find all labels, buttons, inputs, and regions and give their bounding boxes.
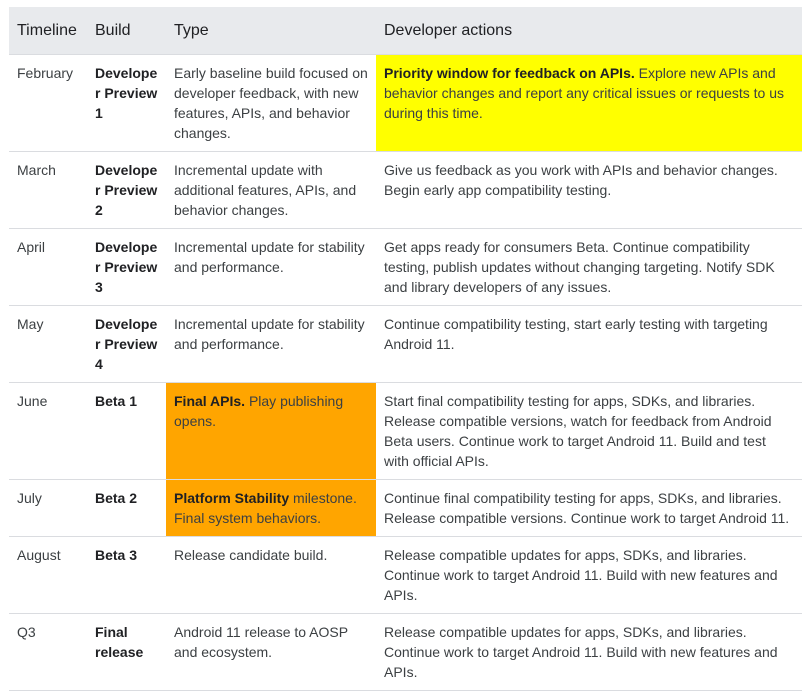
- table-row: [9, 480, 802, 537]
- build-cell: Developer Preview 4: [87, 306, 166, 383]
- actions-strong-text: Priority window for feedback on APIs.: [384, 65, 635, 81]
- actions-cell: Start final compatibility testing for apps, SDKs, and libraries. Release compatible versions, watch for feedback from Android Beta users. Continue work to target Android 11. Build and test with official APIs.: [376, 383, 802, 480]
- header-timeline: Timeline: [9, 7, 87, 55]
- build-cell: Developer Preview 3: [87, 229, 166, 306]
- type-cell: Early baseline build focused on developer feedback, with new features, APIs, and behavior changes.: [166, 55, 376, 152]
- build-cell: Beta 2: [87, 480, 166, 537]
- type-strong-text: Platform Stability: [174, 490, 290, 506]
- table-row: [9, 537, 802, 614]
- build-cell: Beta 3: [87, 537, 166, 614]
- table-row: [9, 152, 802, 229]
- header-row: [9, 7, 802, 55]
- header-developer-actions: Developer actions: [376, 7, 802, 55]
- build-cell: Beta 1: [87, 383, 166, 480]
- type-text: Play publishing opens.: [174, 393, 344, 429]
- timeline-cell: February: [9, 55, 87, 152]
- timeline-cell: Q3: [9, 614, 87, 691]
- type-strong-text: Final APIs.: [174, 393, 246, 409]
- actions-cell: Release compatible updates for apps, SDKs, and libraries. Continue work to target Android 11. Build with new features and APIs.: [376, 614, 802, 691]
- actions-text: Explore new APIs and behavior changes and report any critical issues or requests to us during this time.: [384, 65, 784, 121]
- actions-cell: Continue final compatibility testing for apps, SDKs, and libraries. Release compatible versions. Continue work to target Android 11.: [376, 480, 802, 537]
- table-row: [9, 55, 802, 152]
- actions-cell: Release compatible updates for apps, SDKs, and libraries. Continue work to target Android 11. Build with new features and APIs.: [376, 537, 802, 614]
- type-cell: Incremental update for stability and performance.: [166, 229, 376, 306]
- timeline-cell: June: [9, 383, 87, 480]
- actions-cell: Get apps ready for consumers Beta. Continue compatibility testing, publish updates without changing targeting. Notify SDK and library developers of any issues.: [376, 229, 802, 306]
- timeline-cell: July: [9, 480, 87, 537]
- header-type: Type: [166, 7, 376, 55]
- timeline-cell: August: [9, 537, 87, 614]
- build-cell: Developer Preview 2: [87, 152, 166, 229]
- table-row: [9, 383, 802, 480]
- build-cell: Developer Preview 1: [87, 55, 166, 152]
- actions-cell-highlighted: [376, 55, 802, 152]
- timeline-cell: April: [9, 229, 87, 306]
- timeline-cell: March: [9, 152, 87, 229]
- type-text: milestone. Final system behaviors.: [174, 490, 357, 526]
- table-row: [9, 229, 802, 306]
- type-cell-highlighted: [166, 383, 376, 480]
- type-cell-highlighted: [166, 480, 376, 537]
- table-row: [9, 306, 802, 383]
- table-row: [9, 614, 802, 691]
- actions-cell: Give us feedback as you work with APIs and behavior changes. Begin early app compatibility testing.: [376, 152, 802, 229]
- type-cell: Incremental update with additional features, APIs, and behavior changes.: [166, 152, 376, 229]
- release-timeline-table: [9, 7, 802, 691]
- type-cell: Incremental update for stability and performance.: [166, 306, 376, 383]
- header-build: Build: [87, 7, 166, 55]
- type-cell: Release candidate build.: [166, 537, 376, 614]
- timeline-cell: May: [9, 306, 87, 383]
- type-cell: Android 11 release to AOSP and ecosystem.: [166, 614, 376, 691]
- actions-cell: Continue compatibility testing, start early testing with targeting Android 11.: [376, 306, 802, 383]
- build-cell: Final release: [87, 614, 166, 691]
